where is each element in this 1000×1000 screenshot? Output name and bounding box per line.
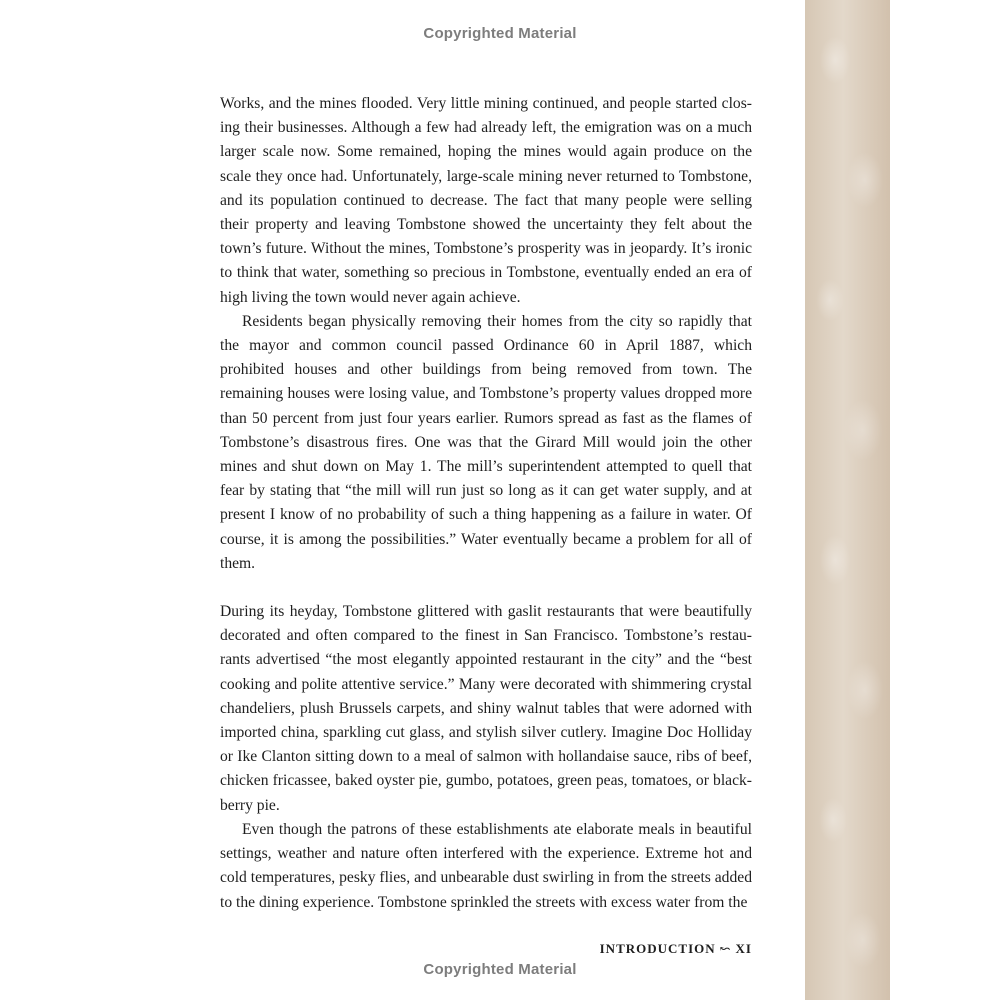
- right-margin: [890, 0, 1000, 1000]
- footer-section-title: INTRODUCTION: [599, 941, 716, 956]
- page-number: XI: [735, 941, 752, 956]
- footer-ornament-icon: ↜: [719, 941, 732, 956]
- decorative-damask-band: [805, 0, 890, 1000]
- paragraph-1: Works, and the mines flooded. Very little mining continued, and people started closing their businesses. Although a few had already left, the emigration was on a much larger scale now. Some remained, hoping the mines would again produce on the scale they once had. Unfortunately, large-scale mining never returned to Tombstone, and its population continued to decrease. The fact that many people were selling their property and leaving Tombstone showed the uncertainty they felt about the town’s future. Without the mines, Tombstone’s prosperity was in jeopardy. It’s ironic to think that water, something so precious in Tombstone, eventually ended an era of high living the town would never again achieve.: [220, 95, 752, 306]
- paragraph-4: Even though the patrons of these establishments ate elaborate meals in beautiful settings, weather and nature often interfered with the experience. Extreme hot and cold temperatures, pesky flies, and unbearable dust swirling in from the streets added to the dining experience. Tombstone sprinkled the streets with excess water from the: [220, 820, 752, 911]
- paragraph-2: Residents began physically removing their homes from the city so rapidly that the mayor and common council passed Ordinance 60 in April 1887, which prohibited houses and other buildings from being removed from town. The remaining houses were losing value, and Tombstone’s property values dropped more than 50 percent from just four years earlier. Rumors spread as fast as the flames of Tombstone’s disastrous fires. One was that the Girard Mill would join the other mines and shut down on May 1. The mill’s superintendent attempted to quell that fear by stating that “the mill will run just so long as it can get water supply, and at present I know of no probability of such a thing happening as a failure in water. Of course, it is among the possibilities.” Water eventually became a problem for all of them.: [220, 312, 752, 572]
- watermark-bottom: Copyrighted Material: [423, 961, 577, 978]
- paragraph-3: During its heyday, Tombstone glittered with gaslit restaurants that were beautifully decorated and often compared to the finest in San Francisco. Tombstone’s restaurants advertised “the most elegantly appointed restaurant in the city” and the “best cooking and polite attentive service.” Many were decorated with shimmering crystal chandeliers, plush Brussels carpets, and shiny walnut tables that were adorned with imported china, sparkling cut glass, and stylish silver cutlery. Imagine Doc Holliday or Ike Clanton sitting down to a meal of salmon with hollandaise sauce, ribs of beef, chicken fricassee, baked oyster pie, gumbo, potatoes, green peas, tomatoes, or blackberry pie.: [220, 603, 752, 814]
- watermark-top: Copyrighted Material: [423, 25, 577, 42]
- running-footer: [560, 941, 752, 957]
- body-text: [220, 92, 752, 915]
